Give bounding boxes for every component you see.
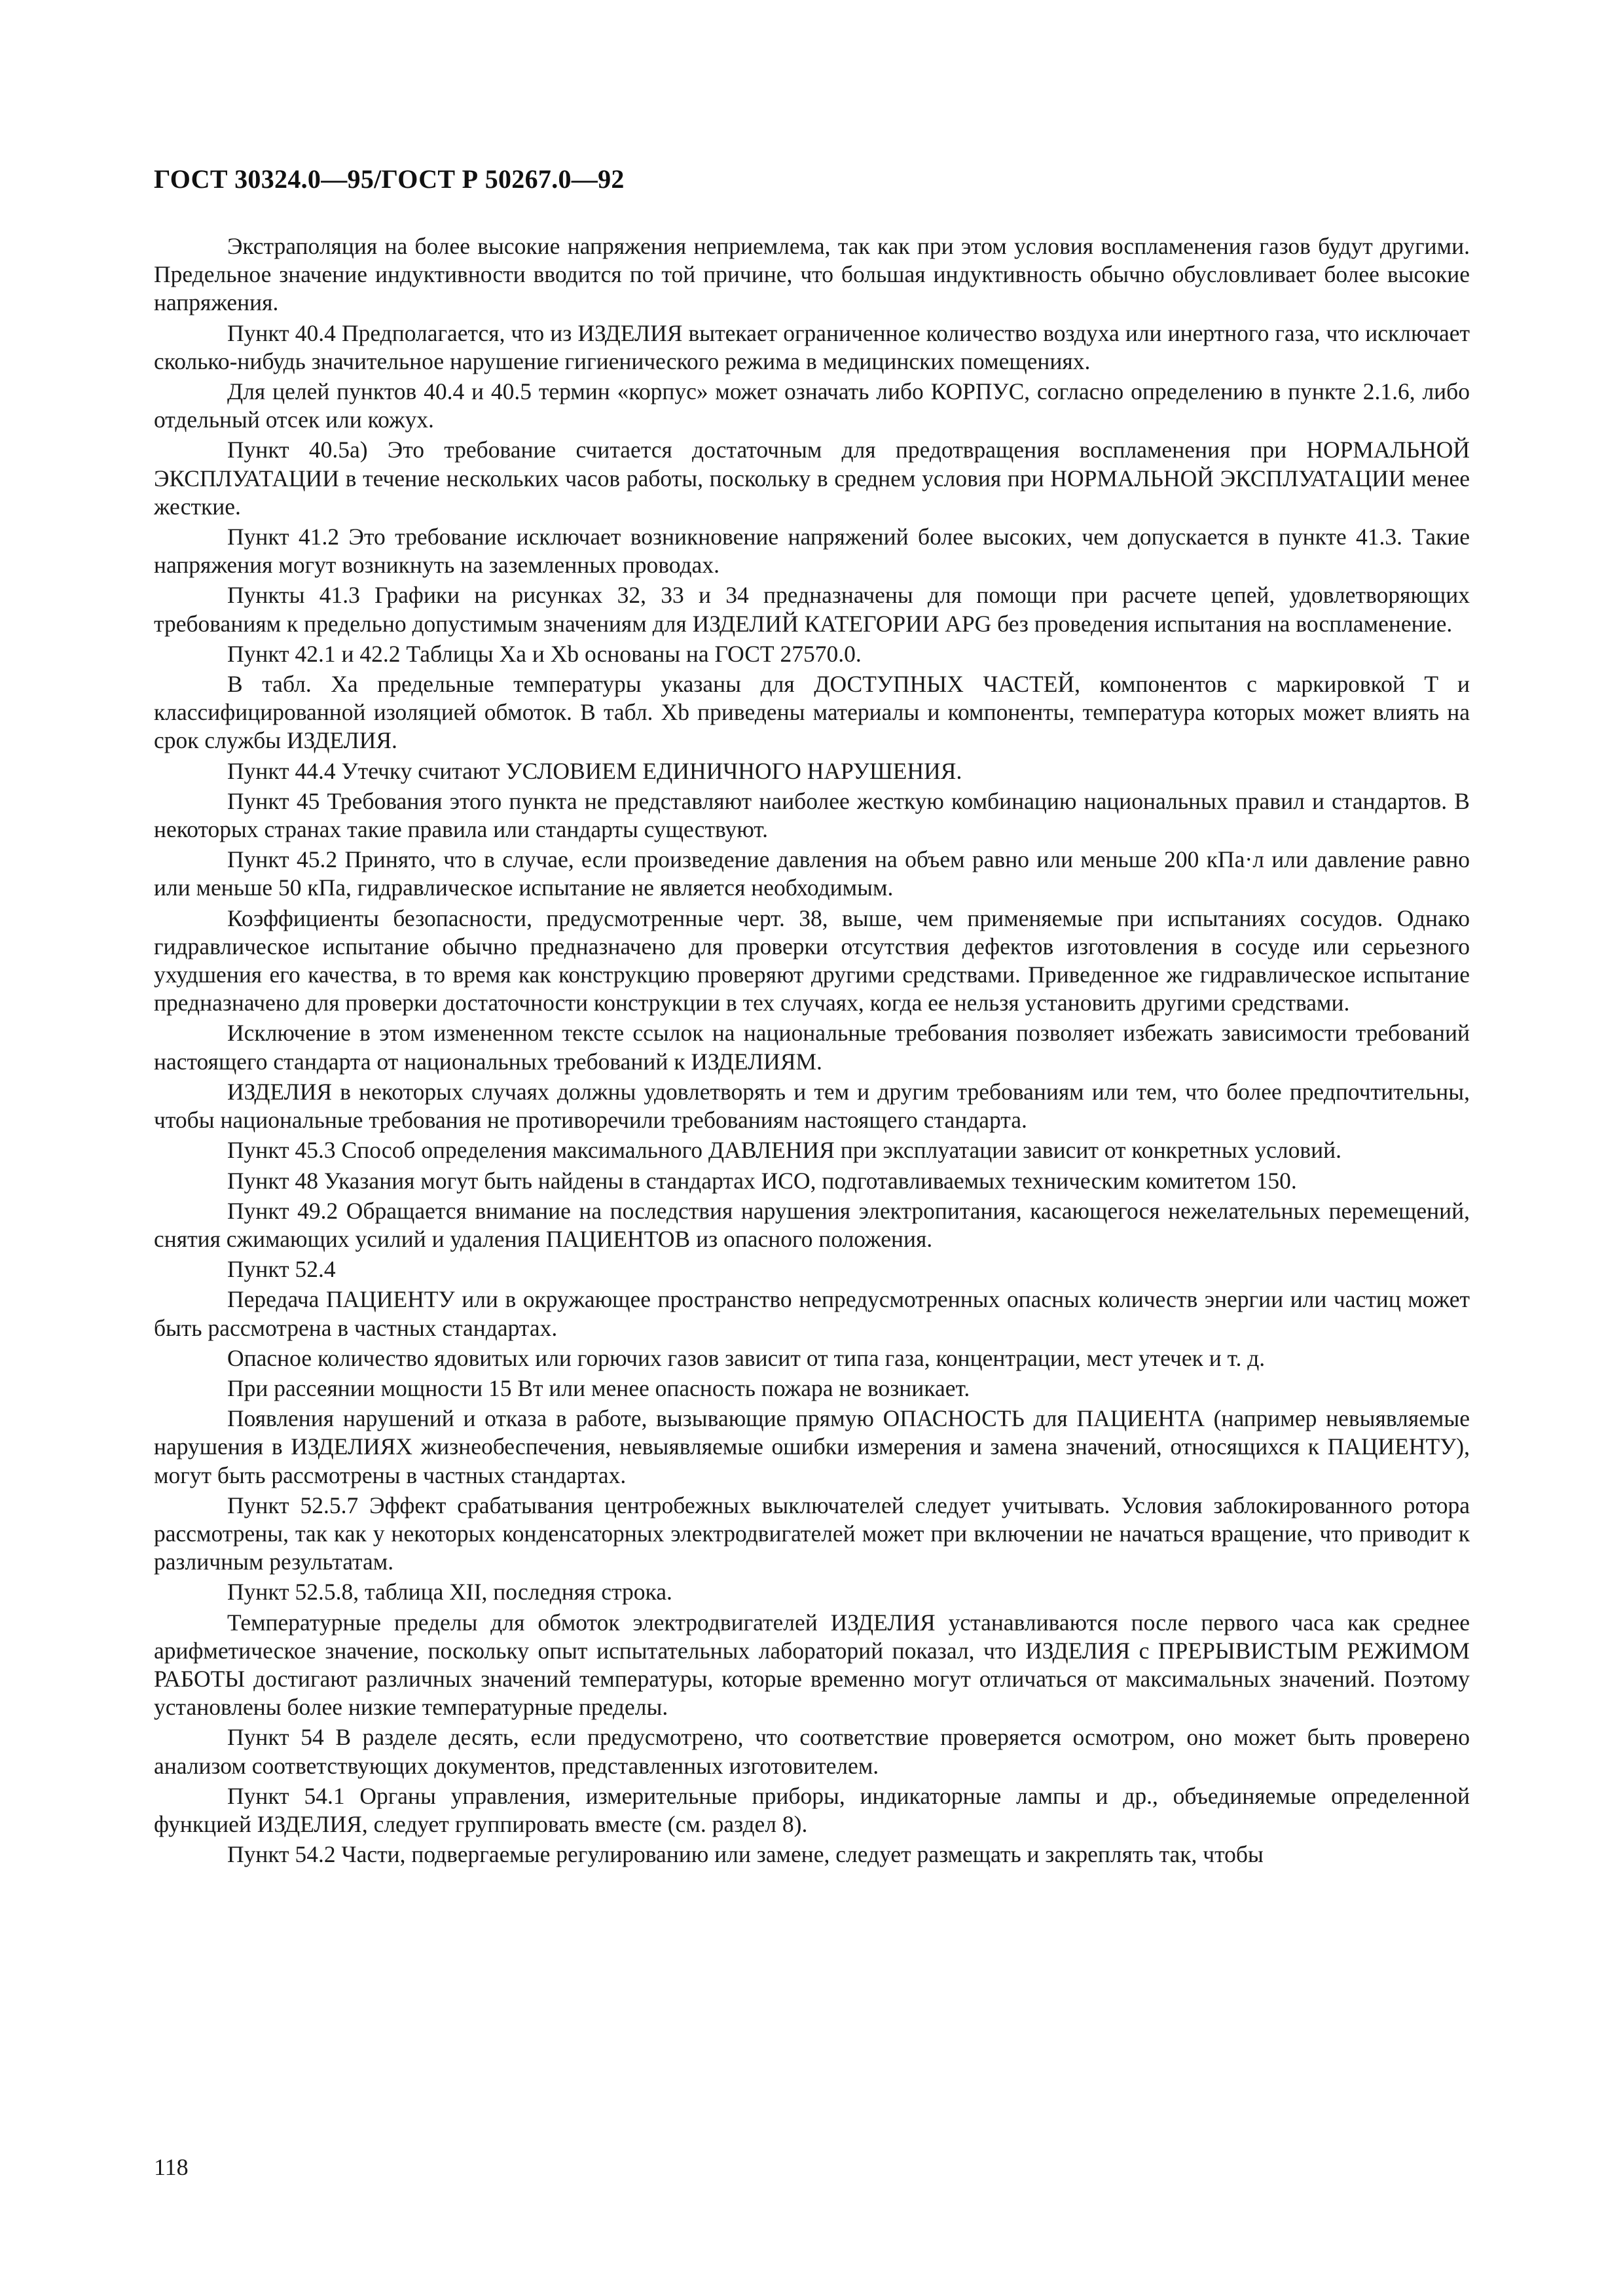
paragraph: Пункт 52.4	[227, 1256, 336, 1283]
paragraph: Температурные пределы для обмоток электродвигателей ИЗДЕЛИЯ устанавливаются после первого часа как среднее арифметическое значение, поскольку опыт испытательных лабораторий показал, что ИЗДЕЛИЯ с ПРЕРЫВИСТЫМ РЕЖИМОМ РАБОТЫ достигают различных значений температуры, которые временно могут отличаться от максимальных значений. Поэтому установлены более низкие температурные пределы.	[154, 1609, 1470, 1721]
paragraph: Пункт 45.3 Способ определения максимального ДАВЛЕНИЯ при эксплуатации зависит от конкретных условий.	[227, 1137, 1341, 1164]
paragraph: Экстраполяция на более высокие напряжения неприемлема, так как при этом условия воспламенения газов будут другими. Предельное значение индуктивности вводится по той причине, что большая индуктивность обычно обусловливает более высокие напряжения.	[154, 233, 1470, 316]
paragraph: Пункт 54.1 Органы управления, измерительные приборы, индикаторные лампы и др., объединяемые определенной функцией ИЗДЕЛИЯ, следует группировать вместе (см. раздел 8).	[154, 1782, 1470, 1837]
paragraph: Исключение в этом измененном тексте ссылок на национальные требования позволяет избежать зависимости требований настоящего стандарта от национальных требований к ИЗДЕЛИЯМ.	[154, 1020, 1470, 1075]
paragraph: Передача ПАЦИЕНТУ или в окружающее пространство непредусмотренных опасных количеств энергии или частиц может быть рассмотрена в частных стандартах.	[154, 1286, 1470, 1341]
paragraph: Пункт 42.1 и 42.2 Таблицы Xa и Xb основаны на ГОСТ 27570.0.	[227, 640, 862, 667]
paragraph: Пункт 52.5.8, таблица XII, последняя строка.	[227, 1579, 672, 1605]
paragraph: Коэффициенты безопасности, предусмотренные черт. 38, выше, чем применяемые при испытаниях сосудов. Однако гидравлическое испытание обычно предназначено для проверки отсутствия дефектов изготовления в сосуде или серьезного ухудшения его качества, в то время как конструкцию проверяют другими средствами. Приведенное же гидравлическое испытание предназначено для проверки достаточности конструкции в тех случаях, когда ее нельзя установить другими средствами.	[154, 905, 1470, 1016]
paragraph: Пункт 44.4 Утечку считают УСЛОВИЕМ ЕДИНИЧНОГО НАРУШЕНИЯ.	[227, 757, 962, 784]
paragraph: В табл. Xa предельные температуры указаны для ДОСТУПНЫХ ЧАСТЕЙ, компонентов с маркировкой T и классифицированной изоляцией обмоток. В табл. Xb приведены материалы и компоненты, температура которых может влиять на срок службы ИЗДЕЛИЯ.	[154, 671, 1470, 754]
page-header-title: ГОСТ 30324.0—95/ГОСТ Р 50267.0—92	[154, 164, 625, 194]
page-number: 118	[154, 2154, 189, 2180]
paragraph: Пункт 52.5.7 Эффект срабатывания центробежных выключателей следует учитывать. Условия заблокированного ротора рассмотрены, так как у некоторых конденсаторных электродвигателей может при включении не начаться вращение, что приводит к различным результатам.	[154, 1492, 1470, 1575]
paragraph: Для целей пунктов 40.4 и 40.5 термин «корпус» может означать либо КОРПУС, согласно определению в пункте 2.1.6, либо отдельный отсек или кожух.	[154, 378, 1470, 433]
body-text	[154, 232, 1470, 1871]
paragraph: Опасное количество ядовитых или горючих газов зависит от типа газа, концентрации, мест утечек и т. д.	[227, 1344, 1266, 1371]
paragraph: При рассеянии мощности 15 Вт или менее опасность пожара не возникает.	[227, 1374, 970, 1401]
paragraph: Появления нарушений и отказа в работе, вызывающие прямую ОПАСНОСТЬ для ПАЦИЕНТА (например невыявляемые нарушения в ИЗДЕЛИЯХ жизнеобеспечения, невыявляемые ошибки измерения и замена значений, относящихся к ПАЦИЕНТУ), могут быть рассмотрены в частных стандартах.	[154, 1405, 1470, 1488]
paragraph: Пункт 48 Указания могут быть найдены в стандартах ИСО, подготавливаемых техническим комитетом 150.	[227, 1167, 1297, 1194]
paragraph: Пункт 40.4 Предполагается, что из ИЗДЕЛИЯ вытекает ограниченное количество воздуха или инертного газа, что исключает сколько-нибудь значительное нарушение гигиенического режима в медицинских помещениях.	[154, 319, 1470, 374]
paragraph: Пункты 41.3 Графики на рисунках 32, 33 и 34 предназначены для помощи при расчете цепей, удовлетворяющих требованиям к предельно допустимым значениям для ИЗДЕЛИЙ КАТЕГОРИИ APG без проведения испытания на воспламенение.	[154, 582, 1470, 637]
paragraph: Пункт 49.2 Обращается внимание на последствия нарушения электропитания, касающегося нежелательных перемещений, снятия сжимающих усилий и удаления ПАЦИЕНТОВ из опасного положения.	[154, 1197, 1470, 1252]
paragraph: Пункт 54 В разделе десять, если предусмотрено, что соответствие проверяется осмотром, оно может быть проверено анализом соответствующих документов, представленных изготовителем.	[154, 1724, 1470, 1779]
paragraph: ИЗДЕЛИЯ в некоторых случаях должны удовлетворять и тем и другим требованиям или тем, что более предпочтительны, чтобы национальные требования не противоречили требованиям настоящего стандарта.	[154, 1078, 1470, 1134]
paragraph: Пункт 40.5а) Это требование считается достаточным для предотвращения воспламенения при НОРМАЛЬНОЙ ЭКСПЛУАТАЦИИ в течение нескольких часов работы, поскольку в среднем условия при НОРМАЛЬНОЙ ЭКСПЛУАТАЦИИ менее жесткие.	[154, 437, 1470, 520]
paragraph: Пункт 45.2 Принято, что в случае, если произведение давления на объем равно или меньше 200 кПа·л или давление равно или меньше 50 кПа, гидравлическое испытание не является необходимым.	[154, 846, 1470, 901]
paragraph: Пункт 54.2 Части, подвергаемые регулированию или замене, следует размещать и закреплять так, чтобы	[227, 1841, 1264, 1868]
paragraph: Пункт 41.2 Это требование исключает возникновение напряжений более высоких, чем допускается в пункте 41.3. Такие напряжения могут возникнуть на заземленных проводах.	[154, 524, 1470, 579]
paragraph: Пункт 45 Требования этого пункта не представляют наиболее жесткую комбинацию национальных правил и стандартов. В некоторых странах такие правила или стандарты существуют.	[154, 787, 1470, 843]
